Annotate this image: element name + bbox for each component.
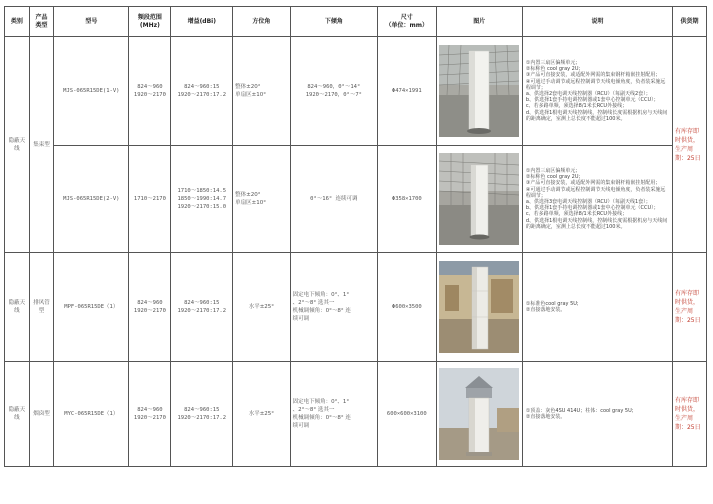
gain-cell xyxy=(171,362,233,467)
product-photo-pipe xyxy=(439,261,519,353)
table-row xyxy=(5,37,707,146)
downtilt-line: 续可调 xyxy=(292,316,310,322)
supply-cell: 有库存即时供货，生产周期：25日 xyxy=(672,37,706,253)
model-cell: MJS-065R15DE(2-V) xyxy=(54,146,129,253)
model-cell: MYC-065R15DE（1） xyxy=(54,362,129,467)
gain-line: 824～960:15 xyxy=(184,407,220,413)
note-line: ②直接落地安装。 xyxy=(525,414,566,420)
downtilt-line: 824～960，0°～14° xyxy=(307,84,361,90)
header-downtilt: 下倾角 xyxy=(290,7,377,37)
header-product-type-text: 产品 类型 xyxy=(35,13,48,29)
freq-line: 824～960 xyxy=(137,300,163,306)
size-cell: Φ600×3500 xyxy=(378,253,437,362)
header-description: 说明 xyxy=(522,7,672,37)
azimuth-cell xyxy=(233,253,291,362)
image-cell xyxy=(436,253,522,362)
azimuth-line: 水平±25° xyxy=(248,411,275,417)
description-cell xyxy=(522,37,672,146)
downtilt-line: 固定电下倾角：0°、1° xyxy=(292,399,350,405)
note-line: ①标准色cool gray 5U; xyxy=(525,300,579,307)
freq-cell xyxy=(129,146,171,253)
note-line: ①内置三扇区偏频单元； xyxy=(525,59,581,66)
header-size-text: 尺寸 （单位：mm） xyxy=(385,13,429,29)
downtilt-cell xyxy=(290,362,377,467)
downtilt-line: 固定电下倾角：0°、1° xyxy=(292,292,350,298)
header-image: 图片 xyxy=(436,7,522,37)
description-cell xyxy=(522,253,672,362)
gain-cell xyxy=(171,146,233,253)
image-cell xyxy=(436,362,522,467)
header-freq xyxy=(129,7,171,37)
freq-line: 1920～2170 xyxy=(133,415,166,421)
note-line: a、供选择3套电调天线控制器（RCU）（每副天线1套）； xyxy=(525,199,651,205)
category-cell: 隐蔽天线 xyxy=(5,37,30,253)
cluster-antenna-image xyxy=(439,45,519,137)
gain-line: 1920～2170:17.2 xyxy=(177,308,227,314)
pipe-antenna-image xyxy=(439,261,519,353)
azimuth-line: 单扇区±10° xyxy=(235,92,266,98)
note-line: ①顶盖：灰色4SU 414U；柱体：cool gray 5U; xyxy=(525,407,634,414)
azimuth-line: 单扇区±10° xyxy=(235,200,266,206)
gain-line: 1920～2170:17.2 xyxy=(177,92,227,98)
supply-cell: 有库存即时供货，生产周期：25日 xyxy=(672,253,706,362)
note-line: d、供选择1根电调天线控制线，控制线长度需根据机房与天线间的距离确定，室测上总长度不能超过100米。 xyxy=(525,217,668,230)
category-cell: 隐蔽天线 xyxy=(5,253,30,362)
downtilt-line: 机械调倾角：0°～8° 连 xyxy=(292,415,351,421)
downtilt-line: 、2°～8° 选其一 xyxy=(292,300,335,306)
size-cell: Φ474×1991 xyxy=(378,37,437,146)
header-size xyxy=(378,7,437,37)
gain-line: 824～960:15 xyxy=(184,300,220,306)
gain-cell xyxy=(171,253,233,362)
model-cell: MPF-065R15DE（1） xyxy=(54,253,129,362)
note-line: ②标称色 cool gray 2U； xyxy=(525,174,584,181)
chimney-antenna-image xyxy=(439,368,519,460)
downtilt-cell xyxy=(290,146,377,253)
product-photo-cluster-1 xyxy=(439,45,519,137)
note-line: c、若多路单频，须选择8/1米长RCU外接线； xyxy=(525,103,628,110)
downtilt-cell xyxy=(290,253,377,362)
gain-line: 1920～2170:15.0 xyxy=(177,204,227,210)
product-photo-cluster-2 xyxy=(439,153,519,245)
note-line: ④可通过手动调节或远程控制调节天线电倾角度，负者装采施远程调节； xyxy=(525,78,666,91)
header-azimuth: 方位角 xyxy=(233,7,291,37)
downtilt-cell xyxy=(290,37,377,146)
note-line: d、供选择1根电调天线控制线，控制线长度需根据机房与天线间的距离确定，室测上总长度不能超过100米。 xyxy=(525,109,668,122)
table-row xyxy=(5,253,707,362)
gain-line: 1710～1850:14.5 xyxy=(177,188,227,194)
azimuth-cell xyxy=(233,362,291,467)
header-category: 类别 xyxy=(5,7,30,37)
note-line: ③产品可直接安装，或适配外网需的集束钢杆箱嵌挂射配用； xyxy=(525,72,661,79)
note-line: ③产品可直接安装，或适配外网需的集束钢杆箱嵌挂射配用； xyxy=(525,180,661,187)
azimuth-line: 水平±25° xyxy=(248,304,275,310)
header-freq-text: 频段范围 (MHz) xyxy=(137,13,162,29)
product-type-cell: 烟囱型 xyxy=(29,362,54,467)
header-supply: 供货期 xyxy=(672,7,706,37)
note-line: ④可通过手动调节或远程控制调节天线电倾角度，负者装采施远程调节； xyxy=(525,186,666,199)
table-row xyxy=(5,362,707,467)
gain-cell xyxy=(171,37,233,146)
gain-line: 824～960:15 xyxy=(184,84,220,90)
note-line: ①内置三扇区偏频单元； xyxy=(525,167,581,174)
freq-line: 1920～2170 xyxy=(133,92,166,98)
product-type-cell: 排风管型 xyxy=(29,253,54,362)
freq-cell xyxy=(129,362,171,467)
note-line: a、供选择2套电调天线控制器（RCU）（每副天线2套）； xyxy=(525,91,651,97)
freq-line: 1710～2170 xyxy=(133,196,166,202)
size-cell: 600×600×3100 xyxy=(378,362,437,467)
model-cell: MJS-065R15DE(1-V) xyxy=(54,37,129,146)
gain-line: 1920～2170:17.2 xyxy=(177,415,227,421)
freq-line: 824～960 xyxy=(137,407,163,413)
note-line: b、供选择1套手持电调控制器或1套中心控制单元（CCU）； xyxy=(525,205,659,212)
description-cell xyxy=(522,362,672,467)
description-cell xyxy=(522,146,672,253)
downtilt-line: 续可调 xyxy=(292,423,310,429)
azimuth-line: 整体±20° xyxy=(235,84,261,90)
header-gain: 增益(dBi) xyxy=(171,7,233,37)
azimuth-cell xyxy=(233,37,291,146)
antenna-product-table xyxy=(4,6,707,467)
product-photo-chimney xyxy=(439,368,519,460)
category-cell: 隐蔽天线 xyxy=(5,362,30,467)
freq-cell xyxy=(129,253,171,362)
product-type-cell: 集束型 xyxy=(29,37,54,253)
cluster-antenna-image-2 xyxy=(439,153,519,245)
image-cell xyxy=(436,37,522,146)
note-line: c、若多路单频，须选择8/1米长RCU外接线； xyxy=(525,211,628,218)
downtilt-line: 机械调倾角：0°～8° 连 xyxy=(292,308,351,314)
note-line: ②标称色 cool gray 2U； xyxy=(525,66,584,73)
size-cell: Φ358×1700 xyxy=(378,146,437,253)
azimuth-cell xyxy=(233,146,291,253)
downtilt-line: 0°～16° 连续可调 xyxy=(310,196,358,202)
freq-cell xyxy=(129,37,171,146)
header-row xyxy=(5,7,707,37)
product-table-wrapper xyxy=(4,6,707,467)
freq-line: 824～960 xyxy=(137,84,163,90)
header-product-type xyxy=(29,7,54,37)
downtilt-line: 1920～2170，0°～7° xyxy=(305,92,362,98)
supply-cell: 有库存即时供货，生产周期：25日 xyxy=(672,362,706,467)
gain-line: 1850～1990:14.7 xyxy=(177,196,227,202)
freq-line: 1920～2170 xyxy=(133,308,166,314)
note-line: b、供选择1套手持电调控制器或1套中心控制单元（CCU）； xyxy=(525,97,659,104)
azimuth-line: 整体±20° xyxy=(235,192,261,198)
image-cell xyxy=(436,146,522,253)
note-line: ②直接落地安装。 xyxy=(525,307,566,313)
downtilt-line: 、2°～8° 选其一 xyxy=(292,407,335,413)
header-model: 型号 xyxy=(54,7,129,37)
table-row xyxy=(5,146,707,253)
